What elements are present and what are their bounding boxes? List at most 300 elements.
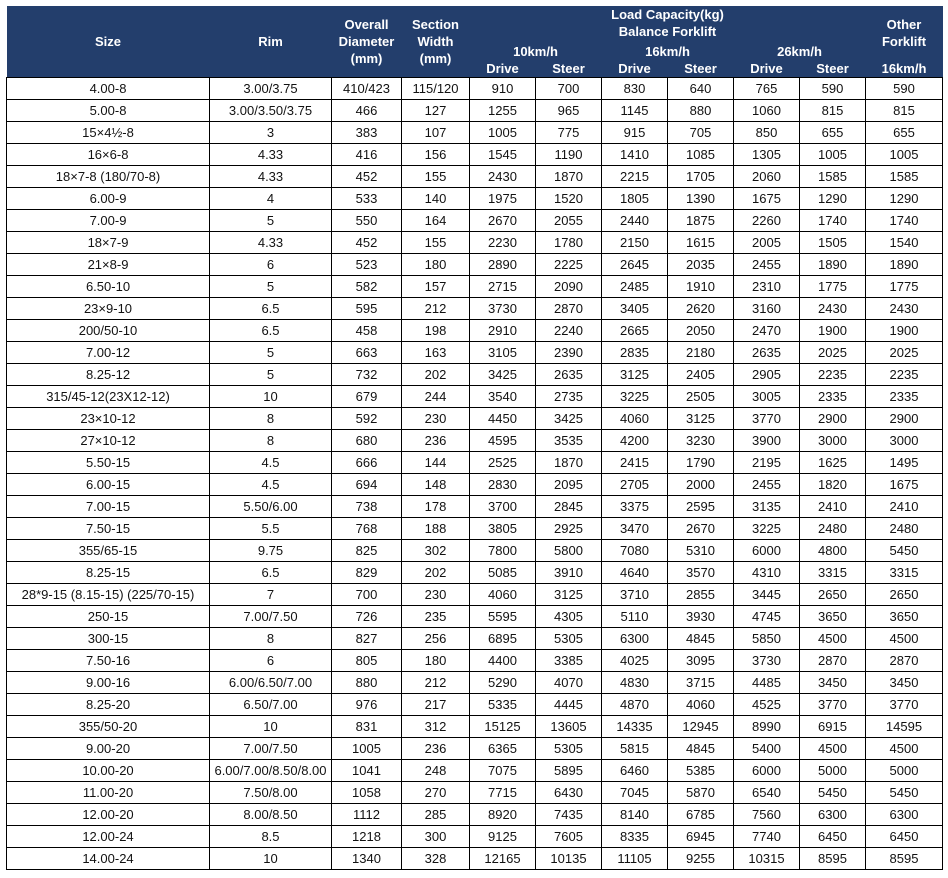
- cell-other-16: 655: [866, 122, 943, 144]
- cell-steer-16: 12945: [668, 716, 734, 738]
- cell-steer-26: 3450: [800, 672, 866, 694]
- cell-steer-16: 2035: [668, 254, 734, 276]
- cell-section-width: 256: [402, 628, 470, 650]
- cell-overall-diameter: 880: [332, 672, 402, 694]
- cell-steer-16: 6945: [668, 826, 734, 848]
- cell-section-width: 285: [402, 804, 470, 826]
- cell-steer-10: 965: [536, 100, 602, 122]
- cell-drive-26: 6000: [734, 540, 800, 562]
- cell-steer-16: 2180: [668, 342, 734, 364]
- cell-size: 200/50-10: [7, 320, 210, 342]
- cell-drive-26: 2310: [734, 276, 800, 298]
- cell-drive-26: 3135: [734, 496, 800, 518]
- cell-rim: 7: [210, 584, 332, 606]
- cell-steer-26: 2870: [800, 650, 866, 672]
- cell-steer-10: 2095: [536, 474, 602, 496]
- cell-steer-10: 2225: [536, 254, 602, 276]
- cell-section-width: 115/120: [402, 78, 470, 100]
- cell-other-16: 1775: [866, 276, 943, 298]
- table-row: [7, 210, 943, 232]
- cell-drive-26: 3225: [734, 518, 800, 540]
- cell-rim: 6: [210, 254, 332, 276]
- cell-drive-16: 3225: [602, 386, 668, 408]
- cell-size: 6.50-10: [7, 276, 210, 298]
- cell-section-width: 157: [402, 276, 470, 298]
- table-row: [7, 78, 943, 100]
- cell-steer-16: 2855: [668, 584, 734, 606]
- cell-drive-10: 1545: [470, 144, 536, 166]
- cell-steer-26: 6300: [800, 804, 866, 826]
- table-row: [7, 452, 943, 474]
- cell-other-16: 6300: [866, 804, 943, 826]
- cell-rim: 6: [210, 650, 332, 672]
- cell-size: 12.00-20: [7, 804, 210, 826]
- cell-overall-diameter: 533: [332, 188, 402, 210]
- cell-drive-16: 8335: [602, 826, 668, 848]
- cell-drive-10: 3540: [470, 386, 536, 408]
- cell-steer-10: 3535: [536, 430, 602, 452]
- cell-steer-10: 3385: [536, 650, 602, 672]
- table-row: [7, 188, 943, 210]
- cell-drive-16: 2415: [602, 452, 668, 474]
- cell-steer-26: 2335: [800, 386, 866, 408]
- cell-drive-10: 6895: [470, 628, 536, 650]
- cell-drive-26: 4745: [734, 606, 800, 628]
- cell-section-width: 155: [402, 232, 470, 254]
- header-steer-16: Steer: [668, 60, 734, 78]
- cell-steer-16: 3125: [668, 408, 734, 430]
- cell-drive-16: 1145: [602, 100, 668, 122]
- table-row: [7, 342, 943, 364]
- header-other-speed: 16km/h: [866, 60, 943, 78]
- table-row: [7, 474, 943, 496]
- cell-steer-16: 2620: [668, 298, 734, 320]
- cell-steer-10: 3910: [536, 562, 602, 584]
- header-overall-diameter: [332, 6, 402, 78]
- table-row: [7, 386, 943, 408]
- cell-drive-16: 3405: [602, 298, 668, 320]
- header-steer-26: Steer: [800, 60, 866, 78]
- cell-drive-10: 2715: [470, 276, 536, 298]
- cell-other-16: 4500: [866, 738, 943, 760]
- cell-section-width: 212: [402, 672, 470, 694]
- cell-steer-16: 2000: [668, 474, 734, 496]
- cell-size: 300-15: [7, 628, 210, 650]
- cell-steer-26: 6450: [800, 826, 866, 848]
- cell-drive-16: 2215: [602, 166, 668, 188]
- cell-rim: 5: [210, 364, 332, 386]
- cell-drive-16: 14335: [602, 716, 668, 738]
- header-speed-26: 26km/h: [734, 40, 866, 60]
- cell-rim: 8: [210, 628, 332, 650]
- table-row: [7, 276, 943, 298]
- cell-section-width: 235: [402, 606, 470, 628]
- table-row: [7, 760, 943, 782]
- cell-other-16: 2870: [866, 650, 943, 672]
- table-row: [7, 606, 943, 628]
- cell-steer-26: 4800: [800, 540, 866, 562]
- cell-steer-10: 2055: [536, 210, 602, 232]
- cell-steer-16: 1390: [668, 188, 734, 210]
- cell-rim: 7.00/7.50: [210, 738, 332, 760]
- cell-steer-16: 4060: [668, 694, 734, 716]
- cell-other-16: 1890: [866, 254, 943, 276]
- cell-steer-26: 5450: [800, 782, 866, 804]
- cell-overall-diameter: 732: [332, 364, 402, 386]
- table-row: [7, 694, 943, 716]
- cell-steer-10: 2635: [536, 364, 602, 386]
- cell-steer-16: 2670: [668, 518, 734, 540]
- cell-steer-16: 3570: [668, 562, 734, 584]
- cell-drive-16: 3710: [602, 584, 668, 606]
- cell-drive-26: 2455: [734, 254, 800, 276]
- cell-steer-10: 7605: [536, 826, 602, 848]
- cell-drive-10: 2890: [470, 254, 536, 276]
- cell-steer-26: 1900: [800, 320, 866, 342]
- cell-other-16: 1495: [866, 452, 943, 474]
- cell-steer-26: 1740: [800, 210, 866, 232]
- cell-size: 8.25-12: [7, 364, 210, 386]
- cell-rim: 4.33: [210, 144, 332, 166]
- cell-drive-16: 2440: [602, 210, 668, 232]
- cell-drive-26: 765: [734, 78, 800, 100]
- cell-rim: 5: [210, 342, 332, 364]
- cell-steer-16: 2405: [668, 364, 734, 386]
- cell-steer-10: 5305: [536, 738, 602, 760]
- cell-other-16: 2335: [866, 386, 943, 408]
- cell-drive-16: 6460: [602, 760, 668, 782]
- cell-other-16: 2650: [866, 584, 943, 606]
- cell-other-16: 5000: [866, 760, 943, 782]
- cell-other-16: 3770: [866, 694, 943, 716]
- cell-rim: 10: [210, 848, 332, 870]
- cell-section-width: 270: [402, 782, 470, 804]
- cell-other-16: 2480: [866, 518, 943, 540]
- cell-rim: 8.5: [210, 826, 332, 848]
- cell-drive-10: 2670: [470, 210, 536, 232]
- cell-drive-10: 4060: [470, 584, 536, 606]
- cell-drive-26: 4485: [734, 672, 800, 694]
- cell-section-width: 164: [402, 210, 470, 232]
- header-balance-forklift: Balance Forklift: [618, 24, 717, 39]
- header-size: Size: [7, 6, 210, 78]
- cell-drive-26: 3730: [734, 650, 800, 672]
- table-row: [7, 254, 943, 276]
- cell-section-width: 155: [402, 166, 470, 188]
- cell-drive-26: 2195: [734, 452, 800, 474]
- cell-size: 12.00-24: [7, 826, 210, 848]
- cell-size: 27×10-12: [7, 430, 210, 452]
- table-row: [7, 540, 943, 562]
- cell-section-width: 312: [402, 716, 470, 738]
- cell-section-width: 302: [402, 540, 470, 562]
- cell-steer-26: 6915: [800, 716, 866, 738]
- header-overall-diameter-line2: Diameter: [338, 34, 395, 49]
- cell-overall-diameter: 592: [332, 408, 402, 430]
- cell-drive-16: 4640: [602, 562, 668, 584]
- cell-steer-16: 5870: [668, 782, 734, 804]
- cell-other-16: 1585: [866, 166, 943, 188]
- cell-other-16: 5450: [866, 782, 943, 804]
- cell-rim: 7.50/8.00: [210, 782, 332, 804]
- cell-section-width: 244: [402, 386, 470, 408]
- cell-drive-16: 7080: [602, 540, 668, 562]
- cell-drive-26: 4525: [734, 694, 800, 716]
- cell-overall-diameter: 595: [332, 298, 402, 320]
- cell-steer-26: 1890: [800, 254, 866, 276]
- cell-size: 9.00-20: [7, 738, 210, 760]
- cell-drive-26: 2470: [734, 320, 800, 342]
- cell-drive-10: 12165: [470, 848, 536, 870]
- cell-drive-26: 6000: [734, 760, 800, 782]
- cell-drive-10: 7075: [470, 760, 536, 782]
- cell-size: 7.00-9: [7, 210, 210, 232]
- header-drive-10: Drive: [470, 60, 536, 78]
- cell-size: 5.00-8: [7, 100, 210, 122]
- cell-steer-10: 10135: [536, 848, 602, 870]
- cell-overall-diameter: 700: [332, 584, 402, 606]
- table-body: [7, 78, 943, 870]
- header-speed-10: 10km/h: [470, 40, 602, 60]
- table-row: [7, 628, 943, 650]
- cell-steer-10: 5800: [536, 540, 602, 562]
- cell-overall-diameter: 976: [332, 694, 402, 716]
- cell-drive-16: 2665: [602, 320, 668, 342]
- cell-drive-10: 1255: [470, 100, 536, 122]
- cell-steer-16: 1790: [668, 452, 734, 474]
- cell-drive-16: 915: [602, 122, 668, 144]
- tire-load-table-container: [6, 6, 942, 870]
- cell-steer-16: 6785: [668, 804, 734, 826]
- cell-size: 11.00-20: [7, 782, 210, 804]
- cell-overall-diameter: 694: [332, 474, 402, 496]
- cell-steer-10: 775: [536, 122, 602, 144]
- cell-overall-diameter: 1112: [332, 804, 402, 826]
- cell-steer-10: 13605: [536, 716, 602, 738]
- cell-drive-10: 2230: [470, 232, 536, 254]
- cell-drive-10: 3805: [470, 518, 536, 540]
- cell-section-width: 107: [402, 122, 470, 144]
- cell-section-width: 328: [402, 848, 470, 870]
- cell-drive-16: 2150: [602, 232, 668, 254]
- cell-overall-diameter: 1005: [332, 738, 402, 760]
- cell-rim: 6.5: [210, 320, 332, 342]
- cell-rim: 5.50/6.00: [210, 496, 332, 518]
- table-row: [7, 166, 943, 188]
- cell-other-16: 2900: [866, 408, 943, 430]
- cell-steer-26: 8595: [800, 848, 866, 870]
- cell-rim: 4.5: [210, 474, 332, 496]
- cell-overall-diameter: 383: [332, 122, 402, 144]
- cell-drive-16: 1410: [602, 144, 668, 166]
- cell-other-16: 2235: [866, 364, 943, 386]
- cell-overall-diameter: 679: [332, 386, 402, 408]
- cell-overall-diameter: 1058: [332, 782, 402, 804]
- cell-steer-16: 5385: [668, 760, 734, 782]
- cell-steer-26: 1290: [800, 188, 866, 210]
- cell-overall-diameter: 738: [332, 496, 402, 518]
- cell-steer-16: 1615: [668, 232, 734, 254]
- cell-steer-26: 2235: [800, 364, 866, 386]
- cell-other-16: 1675: [866, 474, 943, 496]
- cell-steer-26: 4500: [800, 738, 866, 760]
- cell-other-16: 3000: [866, 430, 943, 452]
- cell-size: 18×7-8 (180/70-8): [7, 166, 210, 188]
- cell-overall-diameter: 768: [332, 518, 402, 540]
- cell-size: 7.00-15: [7, 496, 210, 518]
- cell-steer-26: 5000: [800, 760, 866, 782]
- cell-size: 23×10-12: [7, 408, 210, 430]
- cell-steer-26: 590: [800, 78, 866, 100]
- cell-drive-10: 2430: [470, 166, 536, 188]
- cell-section-width: 178: [402, 496, 470, 518]
- cell-steer-16: 1875: [668, 210, 734, 232]
- cell-section-width: 248: [402, 760, 470, 782]
- cell-drive-26: 2005: [734, 232, 800, 254]
- cell-drive-16: 4025: [602, 650, 668, 672]
- cell-rim: 3: [210, 122, 332, 144]
- cell-drive-26: 10315: [734, 848, 800, 870]
- cell-drive-16: 3125: [602, 364, 668, 386]
- cell-size: 15×4½-8: [7, 122, 210, 144]
- cell-section-width: 144: [402, 452, 470, 474]
- cell-steer-26: 1820: [800, 474, 866, 496]
- cell-other-16: 3315: [866, 562, 943, 584]
- cell-rim: 6.5: [210, 562, 332, 584]
- header-speed-16: 16km/h: [602, 40, 734, 60]
- cell-steer-26: 3770: [800, 694, 866, 716]
- cell-drive-16: 3375: [602, 496, 668, 518]
- cell-section-width: 300: [402, 826, 470, 848]
- table-row: [7, 232, 943, 254]
- cell-steer-10: 2240: [536, 320, 602, 342]
- cell-drive-26: 8990: [734, 716, 800, 738]
- table-row: [7, 650, 943, 672]
- cell-drive-16: 2485: [602, 276, 668, 298]
- cell-steer-10: 6430: [536, 782, 602, 804]
- cell-overall-diameter: 523: [332, 254, 402, 276]
- cell-drive-16: 1805: [602, 188, 668, 210]
- cell-drive-26: 3445: [734, 584, 800, 606]
- cell-size: 28*9-15 (8.15-15) (225/70-15): [7, 584, 210, 606]
- cell-size: 355/50-20: [7, 716, 210, 738]
- table-header: [7, 6, 943, 78]
- cell-size: 6.00-9: [7, 188, 210, 210]
- cell-drive-10: 1005: [470, 122, 536, 144]
- cell-drive-16: 8140: [602, 804, 668, 826]
- header-drive-26: Drive: [734, 60, 800, 78]
- cell-steer-26: 2430: [800, 298, 866, 320]
- cell-drive-26: 3900: [734, 430, 800, 452]
- cell-other-16: 1540: [866, 232, 943, 254]
- cell-steer-16: 1705: [668, 166, 734, 188]
- cell-rim: 5.5: [210, 518, 332, 540]
- cell-overall-diameter: 550: [332, 210, 402, 232]
- cell-drive-16: 4830: [602, 672, 668, 694]
- cell-drive-26: 7560: [734, 804, 800, 826]
- cell-steer-10: 1780: [536, 232, 602, 254]
- cell-drive-26: 2455: [734, 474, 800, 496]
- cell-size: 7.50-16: [7, 650, 210, 672]
- cell-steer-16: 1085: [668, 144, 734, 166]
- cell-overall-diameter: 825: [332, 540, 402, 562]
- cell-steer-10: 700: [536, 78, 602, 100]
- cell-drive-26: 6540: [734, 782, 800, 804]
- cell-rim: 6.5: [210, 298, 332, 320]
- header-overall-diameter-unit: (mm): [350, 51, 383, 66]
- cell-size: 315/45-12(23X12-12): [7, 386, 210, 408]
- table-row: [7, 122, 943, 144]
- cell-steer-26: 1625: [800, 452, 866, 474]
- cell-overall-diameter: 466: [332, 100, 402, 122]
- cell-steer-10: 1520: [536, 188, 602, 210]
- cell-section-width: 202: [402, 364, 470, 386]
- cell-steer-26: 655: [800, 122, 866, 144]
- cell-drive-16: 830: [602, 78, 668, 100]
- cell-steer-10: 1870: [536, 452, 602, 474]
- cell-steer-26: 1585: [800, 166, 866, 188]
- cell-steer-16: 1910: [668, 276, 734, 298]
- cell-drive-10: 3105: [470, 342, 536, 364]
- table-row: [7, 100, 943, 122]
- header-load-capacity: [470, 6, 866, 40]
- cell-size: 4.00-8: [7, 78, 210, 100]
- cell-steer-26: 3650: [800, 606, 866, 628]
- cell-steer-10: 4070: [536, 672, 602, 694]
- table-row: [7, 518, 943, 540]
- cell-drive-10: 5335: [470, 694, 536, 716]
- cell-drive-16: 5815: [602, 738, 668, 760]
- cell-drive-16: 4200: [602, 430, 668, 452]
- cell-steer-10: 7435: [536, 804, 602, 826]
- header-overall-diameter-line1: Overall: [344, 17, 389, 32]
- cell-overall-diameter: 726: [332, 606, 402, 628]
- cell-drive-26: 2905: [734, 364, 800, 386]
- cell-size: 355/65-15: [7, 540, 210, 562]
- cell-drive-16: 5110: [602, 606, 668, 628]
- header-section-width-unit: (mm): [419, 51, 452, 66]
- cell-drive-10: 7715: [470, 782, 536, 804]
- table-row: [7, 364, 943, 386]
- cell-drive-26: 5400: [734, 738, 800, 760]
- cell-other-16: 2410: [866, 496, 943, 518]
- cell-section-width: 230: [402, 584, 470, 606]
- cell-steer-10: 2925: [536, 518, 602, 540]
- cell-section-width: 202: [402, 562, 470, 584]
- cell-rim: 3.00/3.75: [210, 78, 332, 100]
- cell-rim: 8: [210, 430, 332, 452]
- cell-steer-10: 3425: [536, 408, 602, 430]
- cell-size: 14.00-24: [7, 848, 210, 870]
- cell-section-width: 198: [402, 320, 470, 342]
- cell-drive-16: 6300: [602, 628, 668, 650]
- cell-steer-16: 3095: [668, 650, 734, 672]
- cell-steer-10: 4305: [536, 606, 602, 628]
- header-section-width-line2: Width: [417, 34, 454, 49]
- cell-steer-10: 2870: [536, 298, 602, 320]
- cell-steer-10: 1870: [536, 166, 602, 188]
- cell-steer-10: 5305: [536, 628, 602, 650]
- cell-overall-diameter: 663: [332, 342, 402, 364]
- table-row: [7, 848, 943, 870]
- cell-steer-10: 2735: [536, 386, 602, 408]
- cell-drive-10: 15125: [470, 716, 536, 738]
- cell-drive-16: 4060: [602, 408, 668, 430]
- cell-size: 6.00-15: [7, 474, 210, 496]
- cell-rim: 10: [210, 386, 332, 408]
- cell-steer-26: 2650: [800, 584, 866, 606]
- cell-other-16: 1005: [866, 144, 943, 166]
